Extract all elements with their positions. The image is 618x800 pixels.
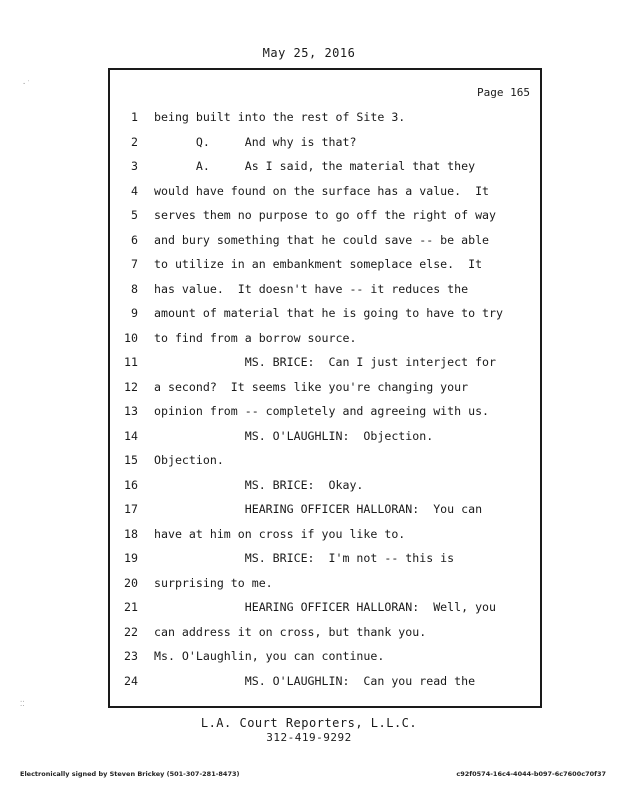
transcript-date: May 25, 2016 xyxy=(262,46,356,60)
transcript-line xyxy=(110,110,540,135)
line-text: MS. BRICE: I'm not -- this is xyxy=(154,551,455,565)
line-text: MS. O'LAUGHLIN: Objection. xyxy=(154,428,434,443)
transcript-line xyxy=(110,380,540,405)
electronic-signature: Electronically signed by Steven Brickey (501-307-281-8473) xyxy=(20,770,240,778)
transcript-line xyxy=(110,404,540,429)
transcript-line xyxy=(110,184,540,209)
line-number: 4 xyxy=(131,183,138,198)
transcript-line xyxy=(110,429,540,454)
line-text: HEARING OFFICER HALLORAN: You can xyxy=(154,502,483,516)
line-number: 23 xyxy=(124,649,138,663)
transcript-line xyxy=(110,306,540,331)
transcript-lines xyxy=(110,110,540,698)
scan-speck: ⁚⁚ xyxy=(20,700,25,708)
line-number: 17 xyxy=(124,502,138,516)
line-number: 5 xyxy=(131,208,138,222)
line-number: 8 xyxy=(131,281,138,296)
line-number: 10 xyxy=(124,330,138,345)
line-text: surprising to me. xyxy=(154,575,273,590)
line-number: 13 xyxy=(124,404,138,418)
line-text: being built into the rest of Site 3. xyxy=(154,110,406,124)
line-number: 6 xyxy=(131,232,138,247)
line-text: Objection. xyxy=(154,453,224,467)
line-number: 7 xyxy=(131,257,138,271)
line-number: 22 xyxy=(124,624,138,639)
transcript-line xyxy=(110,527,540,552)
line-text: would have found on the surface has a value. It xyxy=(154,183,490,198)
line-text: MS. BRICE: Okay. xyxy=(154,477,364,492)
line-number: 19 xyxy=(124,551,138,565)
transcript-line xyxy=(110,674,540,699)
line-text: HEARING OFFICER HALLORAN: Well, you xyxy=(154,600,497,614)
line-number: 14 xyxy=(124,428,138,443)
scan-speck: ·˙ xyxy=(22,80,31,88)
transcript-line xyxy=(110,331,540,356)
line-text: A. As I said, the material that they xyxy=(154,159,476,173)
transcript-line xyxy=(110,502,540,527)
transcript-line xyxy=(110,135,540,160)
transcript-line xyxy=(110,625,540,650)
document-hash: c92f0574-16c4-4044-b097-6c7600c70f37 xyxy=(456,770,606,778)
transcript-line xyxy=(110,478,540,503)
transcript-line xyxy=(110,649,540,674)
line-text: MS. O'LAUGHLIN: Can you read the xyxy=(154,673,476,688)
line-text: have at him on cross if you like to. xyxy=(154,526,406,541)
reporter-phone: 312-419-9292 xyxy=(266,731,352,744)
transcript-line xyxy=(110,600,540,625)
line-text: has value. It doesn't have -- it reduces the xyxy=(154,281,469,296)
line-number: 15 xyxy=(124,453,138,467)
line-number: 1 xyxy=(131,110,138,124)
line-number: 2 xyxy=(131,134,138,149)
line-text: amount of material that he is going to have to try xyxy=(154,306,504,320)
transcript-line xyxy=(110,208,540,233)
line-text: opinion from -- completely and agreeing with us. xyxy=(154,404,490,418)
line-number: 12 xyxy=(124,379,138,394)
line-number: 11 xyxy=(124,355,138,369)
line-number: 24 xyxy=(124,673,138,688)
line-text: to find from a borrow source. xyxy=(154,330,357,345)
transcript-line xyxy=(110,576,540,601)
transcript-line xyxy=(110,282,540,307)
line-text: Ms. O'Laughlin, you can continue. xyxy=(154,649,385,663)
line-number: 9 xyxy=(131,306,138,320)
line-text: a second? It seems like you're changing your xyxy=(154,379,469,394)
line-text: MS. BRICE: Can I just interject for xyxy=(154,355,497,369)
line-text: serves them no purpose to go off the right of way xyxy=(154,208,497,222)
transcript-page-frame xyxy=(108,68,542,708)
line-text: Q. And why is that? xyxy=(154,134,357,149)
transcript-line xyxy=(110,257,540,282)
line-number: 3 xyxy=(131,159,138,173)
line-text: and bury something that he could save -- be able xyxy=(154,232,490,247)
transcript-line xyxy=(110,233,540,258)
line-number: 20 xyxy=(124,575,138,590)
line-number: 16 xyxy=(124,477,138,492)
transcript-line xyxy=(110,453,540,478)
transcript-line xyxy=(110,159,540,184)
line-text: can address it on cross, but thank you. xyxy=(154,624,427,639)
transcript-line xyxy=(110,551,540,576)
line-text: to utilize in an embankment someplace else. It xyxy=(154,257,483,271)
page-number: Page 165 xyxy=(477,86,530,99)
line-number: 21 xyxy=(124,600,138,614)
reporter-company: L.A. Court Reporters, L.L.C. xyxy=(200,716,418,730)
transcript-line xyxy=(110,355,540,380)
line-number: 18 xyxy=(124,526,138,541)
